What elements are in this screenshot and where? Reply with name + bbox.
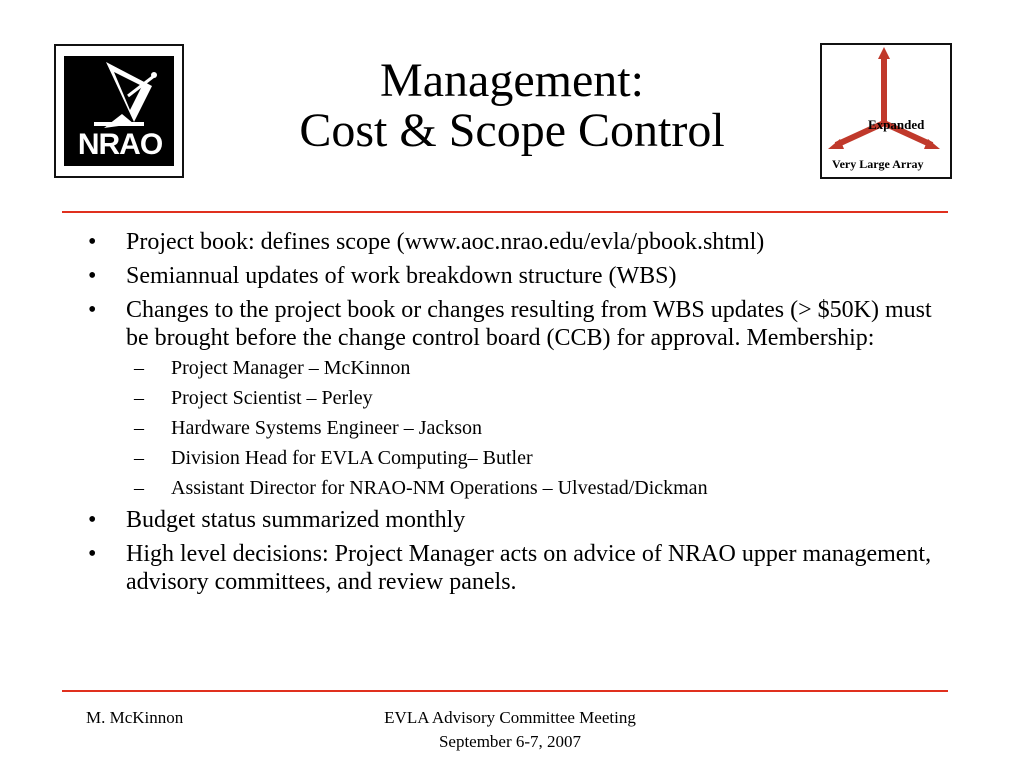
evla-logo <box>820 43 952 179</box>
slide-title <box>200 56 824 156</box>
bullet-text: Changes to the project book or changes resulting from WBS updates (> $50K) must be brought before the change control board (CCB) for approval. Membership: <box>126 297 932 351</box>
nrao-logo-text: NRAO <box>77 128 163 161</box>
title-line-1: Management: <box>380 54 644 107</box>
ccb-member-list <box>126 356 960 500</box>
footer-event-date: September 6-7, 2007 <box>438 732 582 751</box>
bullet-item: • Project book: defines scope (www.aoc.nrao.edu/evla/pbook.shtml) <box>80 228 960 256</box>
footer-author: M. McKinnon <box>86 708 184 727</box>
bullet-item: • Budget status summarized monthly <box>80 506 960 534</box>
sub-bullet-item: – Project Scientist – Perley <box>126 386 960 410</box>
bullet-list <box>80 228 960 602</box>
sub-bullet-item: – Assistant Director for NRAO-NM Operations – Ulvestad/Dickman <box>126 476 960 500</box>
evla-logo-text-2: Very Large Array <box>832 157 924 171</box>
bullet-item: • High level decisions: Project Manager acts on advice of NRAO upper management, advisory committees, and review panels. <box>80 540 960 596</box>
footer-divider <box>62 690 948 692</box>
bullet-item-ccb <box>80 296 960 500</box>
title-line-2: Cost & Scope Control <box>299 104 725 157</box>
footer-event <box>330 706 690 754</box>
nrao-logo <box>54 44 184 178</box>
header-divider <box>62 211 948 213</box>
nrao-logo-mark <box>64 56 174 166</box>
evla-logo-text-1: Expanded <box>868 117 925 132</box>
bullet-item: • Semiannual updates of work breakdown structure (WBS) <box>80 262 960 290</box>
sub-bullet-item: – Project Manager – McKinnon <box>126 356 960 380</box>
sub-bullet-item: – Division Head for EVLA Computing– Butler <box>126 446 960 470</box>
footer-event-name: EVLA Advisory Committee Meeting <box>384 708 636 727</box>
sub-bullet-item: – Hardware Systems Engineer – Jackson <box>126 416 960 440</box>
